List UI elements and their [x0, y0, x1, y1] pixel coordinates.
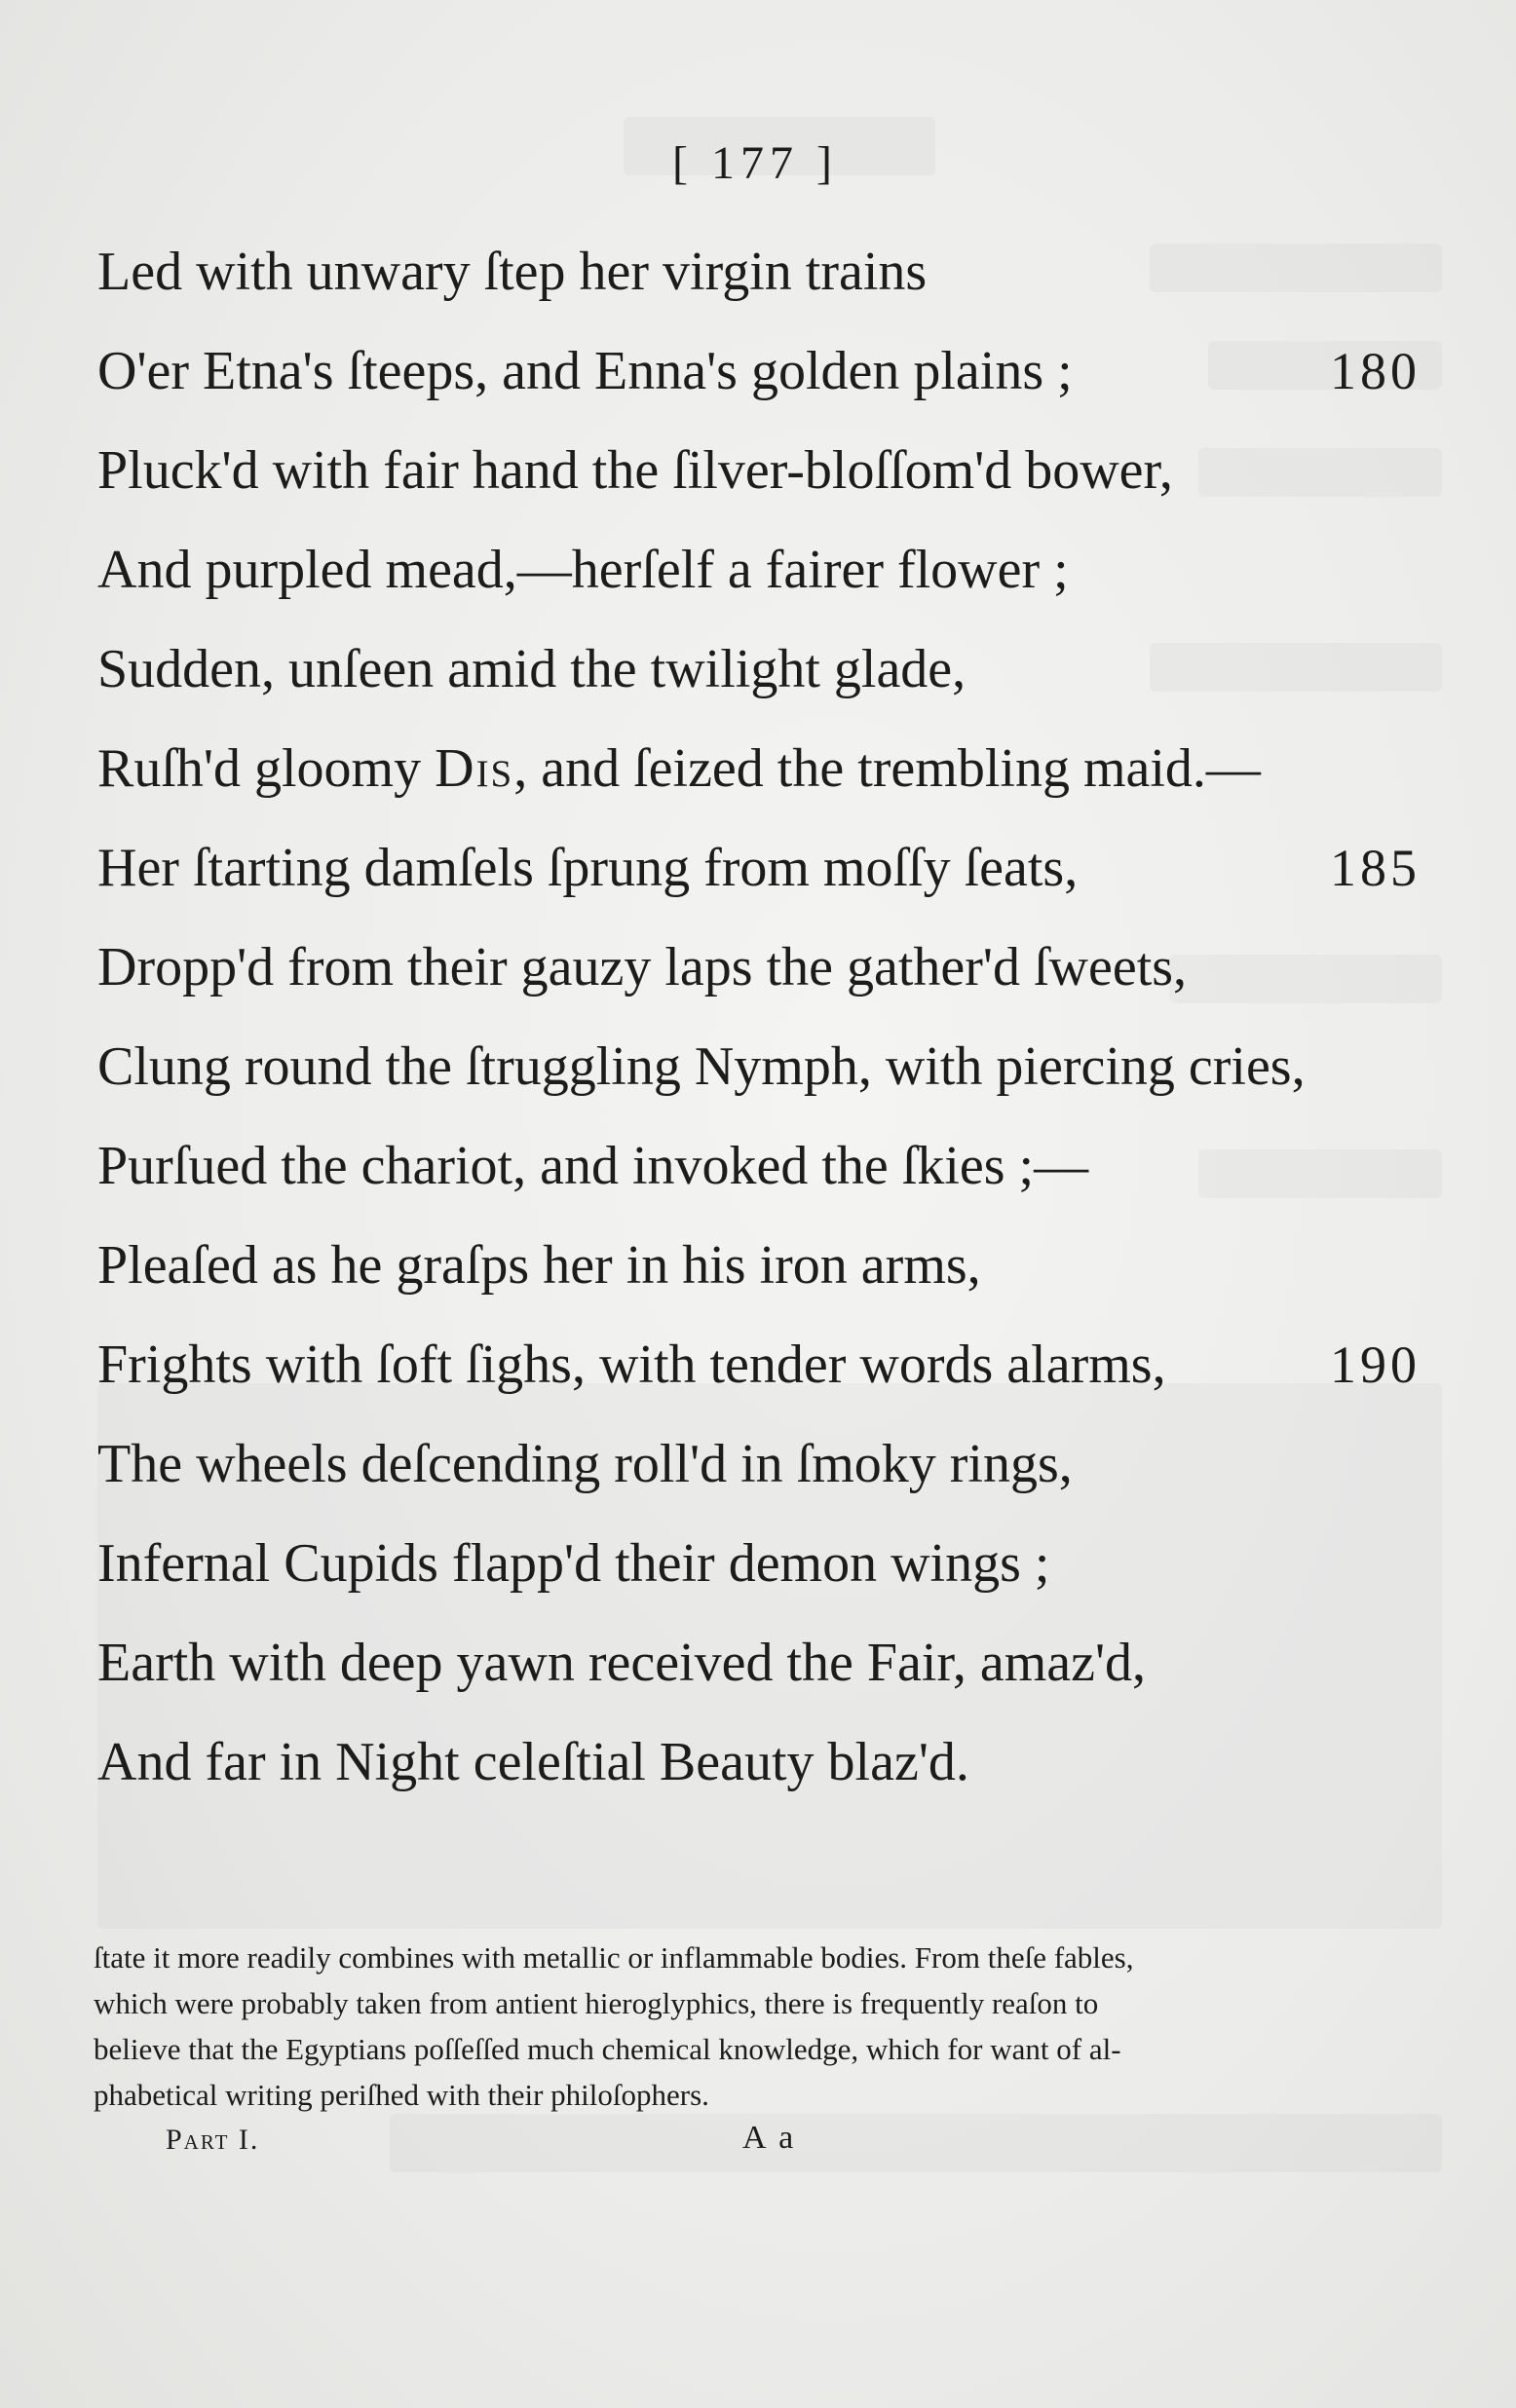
line-number: 190 — [1330, 1336, 1421, 1394]
verse-text: Pluck'd with fair hand the ſilver-bloſſom'd bower, — [97, 440, 1173, 501]
verse-line — [97, 818, 1461, 918]
verse-text: O'er Etna's ſteeps, and Enna's golden plains ; — [97, 341, 1073, 401]
verse-text: Clung round the ſtruggling Nymph, with piercing cries, — [97, 1036, 1306, 1097]
verse-text: Purſued the chariot, and invoked the ſkies ;— — [97, 1136, 1089, 1196]
line-number: 185 — [1330, 839, 1421, 897]
verse-line — [97, 719, 1461, 818]
verse-text: Frights with ſoft ſighs, with tender words alarms, — [97, 1335, 1166, 1395]
footnote-line: believe that the Egyptians poſſeſſed much chemical knowledge, which for want of al- — [94, 2032, 1121, 2066]
footnote-line: ſtate it more readily combines with metallic or inflammable bodies. From theſe fables, — [94, 1940, 1134, 1975]
verse-line — [97, 918, 1461, 1017]
verse-text: Her ſtarting damſels ſprung from moſſy ſeats, — [97, 838, 1079, 898]
verse-line — [97, 1116, 1461, 1216]
verse-text: Infernal Cupids flapp'd their demon wings ; — [97, 1533, 1050, 1594]
verse-line — [97, 1315, 1461, 1414]
verse-text: Earth with deep yawn received the Fair, amaz'd, — [97, 1633, 1147, 1693]
page-number: [ 177 ] — [672, 137, 838, 189]
verse-text: Sudden, unſeen amid the twilight glade, — [97, 639, 966, 699]
footnote — [94, 1935, 1411, 2118]
verse-text-post: , and ſeized the trembling maid.— — [513, 738, 1261, 799]
verse-text-pre: Ruſh'd gloomy — [97, 738, 436, 799]
poem-verse — [97, 222, 1461, 1812]
verse-line — [97, 620, 1461, 719]
verse-line — [97, 1216, 1461, 1315]
verse-line — [97, 222, 1461, 321]
line-number: 180 — [1330, 342, 1421, 400]
footnote-line: which were probably taken from antient hieroglyphics, there is frequently reaſon to — [94, 1986, 1099, 2020]
verse-text: The wheels deſcending roll'd in ſmoky rings, — [97, 1434, 1073, 1494]
verse-text: Led with unwary ſtep her virgin trains — [97, 242, 928, 302]
verse-text: And far in Night celeſtial Beauty blaz'd. — [97, 1732, 969, 1792]
verse-line — [97, 1613, 1461, 1712]
verse-line — [97, 1712, 1461, 1812]
verse-line — [97, 1514, 1461, 1613]
part-label: Part I. — [166, 2124, 260, 2156]
verse-line — [97, 1017, 1461, 1116]
verse-text-smallcaps: Dis — [435, 738, 514, 799]
verse-line — [97, 520, 1461, 620]
verse-line — [97, 321, 1461, 421]
verse-line — [97, 1414, 1461, 1514]
verse-line — [97, 421, 1461, 520]
signature-mark: A a — [742, 2120, 797, 2156]
footnote-line: phabetical writing periſhed with their philoſophers. — [94, 2078, 709, 2112]
verse-text: Pleaſed as he graſps her in his iron arms, — [97, 1235, 981, 1296]
verse-text: And purpled mead,—herſelf a fairer flower ; — [97, 540, 1069, 600]
verse-text: Dropp'd from their gauzy laps the gather'd ſweets, — [97, 937, 1188, 997]
